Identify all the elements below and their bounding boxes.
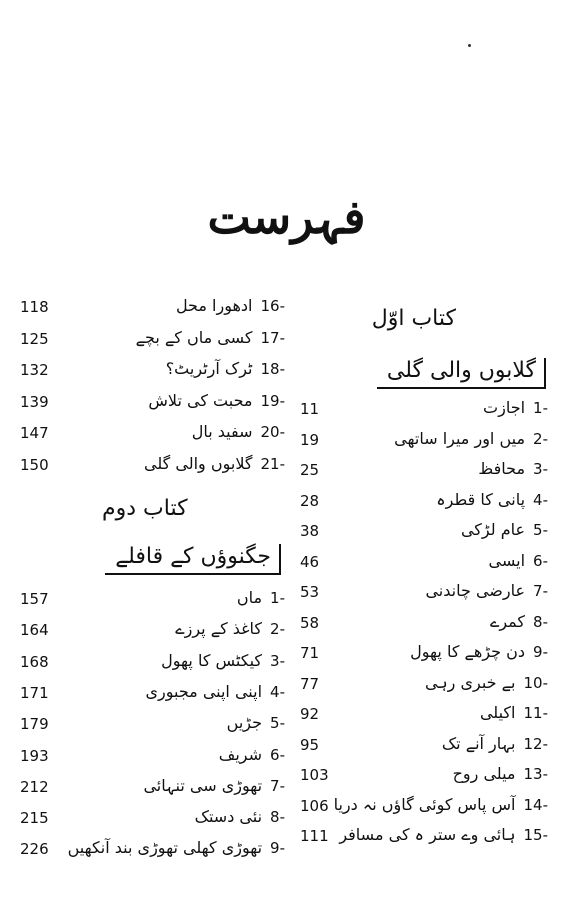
entry-label: [478, 459, 548, 478]
page-speck: [468, 44, 471, 47]
entry-page-number: 71: [300, 644, 320, 662]
entry-label: [195, 807, 285, 826]
entry-label: [144, 454, 285, 473]
toc-entry: [300, 520, 548, 548]
entry-title: دن چڑھے کا پھول: [410, 642, 526, 661]
toc-entry: [20, 776, 285, 804]
entry-title: تھوڑی کھلی تھوڑی بند آنکھیں: [67, 838, 263, 858]
entry-title: تھوڑی سی تنہائی: [143, 775, 263, 795]
entry-number: -13: [523, 765, 548, 783]
entry-title: عارضی چاندنی: [425, 581, 526, 600]
section-heading-jugnuon: جگنوؤں کے قافلے: [105, 544, 281, 575]
toc-entry: [300, 795, 548, 823]
entry-page-number: 19: [300, 430, 320, 449]
entry-page-number: 157: [20, 590, 49, 608]
entry-label: [68, 838, 285, 857]
toc-entry: [20, 296, 285, 324]
toc-entry: [20, 454, 285, 482]
entry-label: [425, 581, 548, 600]
toc-entry: [20, 807, 285, 835]
entry-title: ادھورا محل: [175, 296, 253, 315]
entry-number: -11: [523, 704, 548, 722]
entry-number: -6: [270, 745, 285, 764]
page-title: فہرست: [207, 190, 366, 244]
entry-label: [480, 703, 548, 722]
toc-entry: [20, 359, 285, 387]
entry-title: میلی روح: [452, 764, 516, 783]
toc-entry: [300, 734, 548, 762]
toc-entry: [300, 703, 548, 731]
toc-entry: [300, 673, 548, 701]
entry-label: [483, 398, 548, 417]
entry-title: اپنی اپنی مجبوری: [145, 681, 263, 701]
entry-number: -7: [270, 776, 285, 795]
entry-number: -15: [523, 826, 548, 844]
entry-page-number: 179: [20, 715, 49, 734]
entry-page-number: 111: [300, 827, 329, 845]
entry-label: [227, 713, 285, 732]
entry-title: ٹرک آرٹریٹ؟: [165, 359, 253, 378]
entry-title: شریف: [218, 744, 263, 764]
toc-entry: [300, 398, 548, 426]
toc-entry: [20, 745, 285, 773]
toc-entry: [20, 391, 285, 419]
entry-number: -21: [260, 454, 285, 473]
entry-label: [334, 795, 548, 814]
entry-title: اکیلی: [479, 703, 516, 722]
entry-number: -1: [533, 399, 548, 417]
entry-number: -18: [260, 360, 285, 378]
toc-entry: [20, 588, 285, 616]
entry-number: -19: [260, 391, 285, 410]
entry-number: -4: [533, 490, 548, 509]
entry-label: [136, 328, 285, 347]
entry-page-number: 103: [300, 766, 329, 784]
entry-page-number: 168: [20, 652, 49, 671]
entry-title: کمرے: [489, 611, 526, 631]
entry-title: اجازت: [483, 398, 526, 417]
entry-page-number: 171: [20, 683, 49, 702]
entry-title: کاغذ کے پرزے: [175, 619, 263, 639]
entry-page-number: 95: [300, 735, 320, 754]
entry-page-number: 132: [20, 361, 49, 379]
entry-page-number: 147: [20, 424, 49, 442]
entry-label: [148, 391, 285, 410]
entry-number: -5: [270, 714, 285, 733]
entry-title: پانی کا قطرہ: [436, 489, 526, 509]
entry-number: -9: [533, 643, 548, 661]
entry-label: [442, 734, 548, 753]
entry-title: محافظ: [478, 459, 526, 478]
entry-page-number: 53: [300, 583, 320, 601]
entry-title: کیکٹس کا پھول: [161, 650, 263, 670]
entry-number: -7: [533, 582, 548, 600]
entry-title: ہائی وے ستر ہ کی مسافر: [339, 825, 516, 844]
toc-entry: [20, 651, 285, 679]
toc-entry: [20, 838, 285, 866]
toc-entry: [20, 713, 285, 741]
toc-entry: [300, 764, 548, 792]
entry-label: [237, 588, 285, 607]
entry-label: [192, 422, 285, 441]
toc-entry: [20, 619, 285, 647]
toc-entry: [20, 422, 285, 450]
entry-number: -12: [523, 734, 548, 753]
entry-page-number: 25: [300, 461, 320, 479]
entry-page-number: 150: [20, 455, 49, 474]
entry-page-number: 118: [20, 298, 49, 316]
entry-page-number: 46: [300, 552, 320, 571]
entry-number: -8: [270, 808, 285, 827]
entry-page-number: 58: [300, 613, 320, 632]
entry-title: محبت کی تلاش: [148, 390, 253, 410]
entry-number: -5: [533, 521, 548, 539]
entry-page-number: 106: [300, 796, 329, 815]
entry-title: جڑیں: [226, 713, 263, 733]
entry-title: کسی ماں کے بچے: [135, 327, 253, 347]
entry-title: گلابوں والی گلی: [144, 453, 253, 473]
entry-label: [489, 551, 548, 570]
toc-entry: [300, 459, 548, 487]
entry-title: میں اور میرا ساتھی: [394, 428, 526, 448]
entry-label: [166, 359, 285, 378]
entry-page-number: 164: [20, 621, 49, 640]
entry-number: -9: [270, 839, 285, 858]
entry-page-number: 28: [300, 491, 320, 510]
entry-title: ایسی: [488, 550, 526, 570]
entry-title: آس پاس کوئی گاؤں نہ دریا: [333, 794, 516, 814]
entry-page-number: 77: [300, 674, 320, 693]
book-heading-first: کتاب اوّل: [371, 306, 456, 331]
entry-title: بہار آنے تک: [441, 733, 516, 753]
entry-label: [161, 651, 285, 670]
entry-page-number: 226: [20, 840, 49, 859]
entry-label: [453, 764, 548, 783]
entry-number: -17: [260, 328, 285, 347]
entry-number: -16: [260, 297, 285, 315]
entry-label: [394, 429, 548, 448]
entry-number: -4: [270, 682, 285, 701]
entry-page-number: 139: [20, 392, 49, 411]
entry-number: -8: [533, 612, 548, 631]
entry-page-number: 92: [300, 705, 320, 723]
toc-entry: [300, 825, 548, 853]
entry-label: [176, 296, 285, 315]
entry-number: -14: [523, 795, 548, 814]
entry-title: ماں: [236, 588, 263, 607]
entry-number: -3: [270, 651, 285, 670]
entry-label: [461, 520, 548, 539]
entry-title: عام لڑکی: [460, 520, 526, 539]
entry-page-number: 125: [20, 329, 49, 348]
entry-label: [425, 673, 548, 692]
section-heading-gulabon: گلابوں والی گلی: [377, 358, 546, 389]
toc-entry: [300, 612, 548, 640]
entry-label: [145, 682, 285, 701]
entry-label: [339, 825, 548, 844]
entry-label: [436, 490, 548, 509]
toc-entry: [300, 642, 548, 670]
toc-entry: [20, 682, 285, 710]
entry-label: [175, 619, 285, 638]
toc-entry: [300, 551, 548, 579]
entry-page-number: 11: [300, 400, 320, 418]
entry-title: سفید بال: [191, 422, 253, 441]
entry-number: -20: [260, 423, 285, 441]
entry-page-number: 212: [20, 777, 49, 796]
entry-label: [490, 612, 548, 631]
book-heading-second: کتاب دوم: [102, 496, 188, 521]
toc-entry: [20, 328, 285, 356]
entry-number: -3: [533, 460, 548, 478]
entry-page-number: 215: [20, 809, 49, 828]
entry-number: -6: [533, 551, 548, 570]
entry-title: نئی دستک: [194, 807, 263, 827]
toc-entry: [300, 429, 548, 457]
entry-number: -2: [270, 620, 285, 639]
entry-label: [143, 776, 285, 795]
entry-page-number: 193: [20, 746, 49, 765]
entry-number: -10: [523, 673, 548, 692]
toc-entry: [300, 490, 548, 518]
entry-label: [410, 642, 548, 661]
toc-entry: [300, 581, 548, 609]
entry-title: بے خبری رہی: [424, 672, 516, 692]
entry-number: -1: [270, 589, 285, 607]
entry-number: -2: [533, 429, 548, 448]
entry-label: [219, 745, 285, 764]
entry-page-number: 38: [300, 522, 320, 540]
